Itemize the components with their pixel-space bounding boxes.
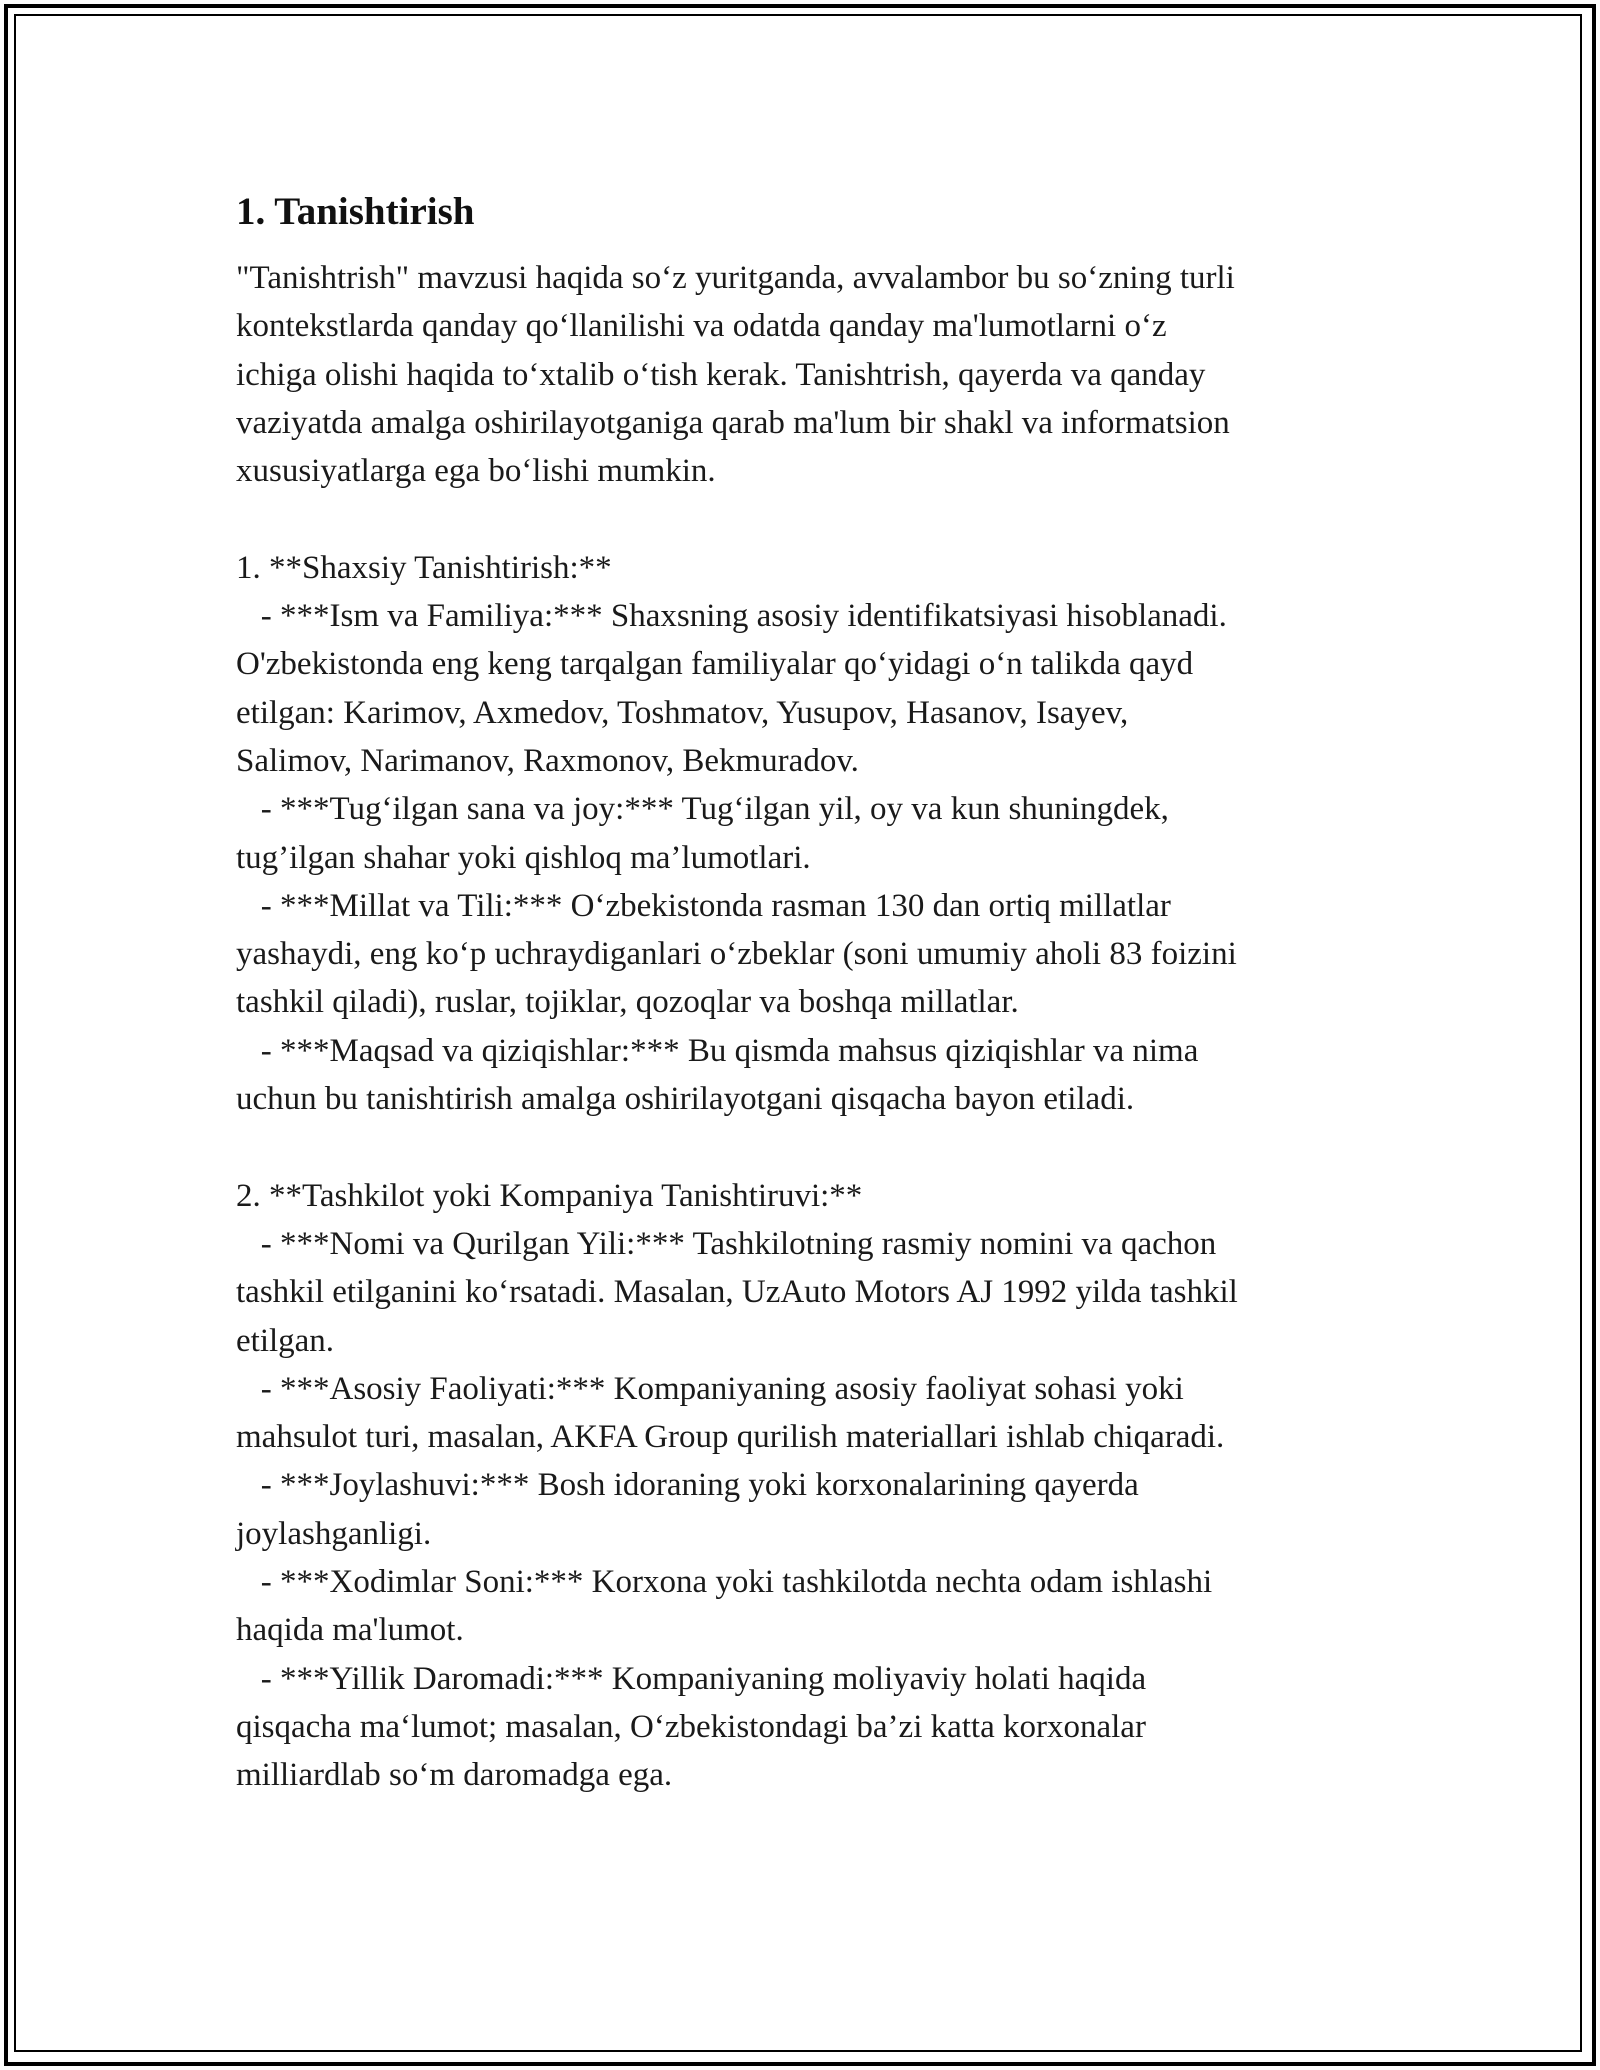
list-item xyxy=(236,1461,1366,1558)
list-item xyxy=(236,1220,1366,1365)
list-item xyxy=(236,1365,1366,1462)
list-item-text: - ***Millat va Tili:*** O‘zbekistonda rasman 130 dan ortiq millatlar yashaydi, eng ko‘p uchraydiganlari o‘zbeklar (soni umumiy aholi 83 foizini tashkil qiladi), ruslar, tojiklar, qozoqlar va boshqa millatlar. xyxy=(236,887,1237,1021)
list-organization xyxy=(236,1220,1366,1800)
document-body xyxy=(236,186,1366,1800)
blank-line xyxy=(236,1123,1366,1171)
list-item xyxy=(236,882,1366,1027)
list-item-text: - ***Nomi va Qurilgan Yili:*** Tashkilotning rasmiy nomini va qachon tashkil etilganini ko‘rsatadi. Masalan, UzAuto Motors AJ 1992 yilda tashkil etilgan. xyxy=(236,1225,1238,1359)
list-item-text: - ***Asosiy Faoliyati:*** Kompaniyaning asosiy faoliyat sohasi yoki mahsulot turi, masalan, AKFA Group qurilish materiallari ishlab chiqaradi. xyxy=(236,1370,1225,1456)
list-item xyxy=(236,1655,1366,1800)
blank-line xyxy=(236,495,1366,543)
list-title-personal: 1. **Shaxsiy Tanishtirish:** xyxy=(236,549,612,586)
list-personal xyxy=(236,592,1366,1123)
list-item xyxy=(236,785,1366,882)
list-item-text: - ***Yillik Daromadi:*** Kompaniyaning moliyaviy holati haqida qisqacha ma‘lumot; masalan, O‘zbekistondagi ba’zi katta korxonalar milliardlab so‘m daromadga ega. xyxy=(236,1660,1147,1794)
list-item-text: - ***Ism va Familiya:*** Shaxsning asosiy identifikatsiyasi hisoblanadi. O'zbekistonda eng keng tarqalgan familiyalar qo‘yidagi o‘n talikda qayd etilgan: Karimov, Axmedov, Toshmatov, Yusupov, Hasanov, Isayev, Salimov, Narimanov, Raxmonov, Bekmuradov. xyxy=(236,598,1227,779)
list-item xyxy=(236,1027,1366,1124)
intro-paragraph: "Tanishtrish" mavzusi haqida so‘z yuritganda, avvalambor bu so‘zning turli kontekstlarda qanday qo‘llanilishi va odatda qanday ma'lumotlarni o‘z ichiga olishi haqida to‘xtalib o‘tish kerak. Tanishtrish, qayerda va qanday vaziyatda amalga oshirilayotganiga qarab ma'lum bir shakl va informatsion xususiyatlarga ega bo‘lishi mumkin. xyxy=(236,260,1235,490)
list-item-text: - ***Xodimlar Soni:*** Korxona yoki tashkilotda nechta odam ishlashi haqida ma'lumot. xyxy=(236,1564,1213,1649)
list-item-text: - ***Joylashuvi:*** Bosh idoraning yoki korxonalarining qayerda joylashganligi. xyxy=(236,1467,1139,1552)
list-item xyxy=(236,592,1366,785)
section-heading: 1. Tanishtirish xyxy=(236,190,475,233)
list-item-text: - ***Tug‘ilgan sana va joy:*** Tug‘ilgan yil, oy va kun shuningdek, tug’ilgan shahar yoki qishloq ma’lumotlari. xyxy=(236,791,1169,876)
list-item-text: - ***Maqsad va qiziqishlar:*** Bu qismda mahsus qiziqishlar va nima uchun bu tanishtirish amalga oshirilayotgani qisqacha bayon etiladi. xyxy=(236,1032,1199,1118)
list-title-organization: 2. **Tashkilot yoki Kompaniya Tanishtiruvi:** xyxy=(236,1177,863,1214)
list-item xyxy=(236,1558,1366,1655)
